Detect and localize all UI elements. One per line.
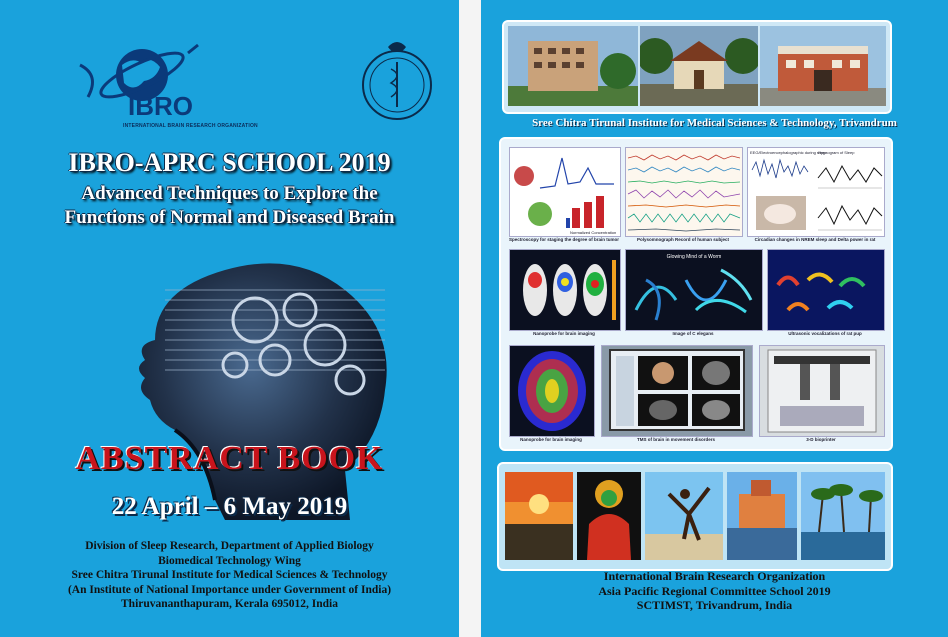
nanoprobe-imaging-panel (509, 249, 621, 331)
spectro-axis-label: Normalized Concentration (570, 230, 617, 235)
worm-title: Glowing Mind of a Worm (666, 254, 722, 260)
kerala-culture-photos (499, 464, 891, 569)
research-caption: Polysomnograph Record of human subject (636, 237, 729, 242)
research-collage (499, 137, 893, 451)
cover-subtitle (0, 182, 459, 230)
heritage-building-photo (640, 26, 758, 106)
footer-line: Asia Pacific Regional Committee School 2019 (598, 583, 831, 598)
subtitle-line-2: Functions of Normal and Diseased Brain (64, 207, 395, 228)
research-caption: Circadian changes in NREM sleep and Delta power in rat (754, 237, 876, 242)
back-cover (481, 0, 948, 637)
school-dates: 22 April – 6 May 2019 (111, 493, 348, 520)
organizer-line: Biomedical Technology Wing (158, 554, 301, 567)
organizer-details (0, 539, 459, 612)
research-caption: Spectroscopy for staging the degree of brain tumor (509, 237, 620, 242)
organizer-line: Sree Chitra Tirunal Institute for Medical Sciences & Technology (71, 569, 388, 581)
research-caption: Ultrasonic vocalizations of rat pup (788, 331, 862, 336)
institute-seal (358, 37, 436, 127)
ultrasonic-panel (767, 249, 885, 331)
c-elegans-panel (625, 249, 763, 331)
subtitle-line-1: Advanced Techniques to Explore the (81, 183, 378, 204)
research-caption: Nanoprobe for brain imaging (533, 331, 595, 336)
ibro-globe-logo (70, 35, 270, 135)
campus-photo-strip (502, 20, 892, 114)
polysomnograph-panel (625, 147, 743, 237)
brain-tractography-panel (509, 345, 595, 437)
kathakali-photo (577, 472, 641, 560)
research-caption: 3-D bioprinter (806, 437, 836, 442)
book-title: ABSTRACT BOOK (75, 440, 384, 477)
organizer-line: (An Institute of National Importance under Government of India) (67, 583, 392, 596)
organizer-line: Division of Sleep Research, Department of Applied Biology (85, 540, 374, 552)
kalaripayattu-photo (645, 472, 723, 560)
research-caption: Image of C elegans (672, 331, 714, 336)
bioprinter-figure (760, 346, 884, 436)
campus-caption: Sree Chitra Tirunal Institute for Medical Sciences & Technology, Trivandrum (532, 117, 897, 129)
polysomnograph-traces (626, 148, 742, 236)
spectroscopy-panel (509, 147, 621, 237)
backwaters-photo (801, 472, 885, 560)
worm-imaging-figure (626, 250, 762, 330)
hypnogram-title: Hypnogram of Sleep (818, 150, 855, 155)
page-gutter (459, 0, 481, 637)
ibro-logo-text: IBRO (128, 91, 193, 121)
mouse-imaging-figure (510, 250, 620, 330)
eeg-title: EEG/Electroencephalographic during sleep (750, 150, 827, 155)
campus-building-photo (508, 26, 638, 106)
circadian-panel (747, 147, 885, 237)
school-title: IBRO-APRC SCHOOL 2019 (68, 148, 391, 177)
brain-head-illustration (95, 250, 435, 520)
front-cover (0, 0, 459, 637)
bioprinter-panel (759, 345, 885, 437)
waterfront-photo (727, 472, 797, 560)
organizer-line: Thiruvananthapuram, Kerala 695012, India (121, 598, 338, 610)
sunset-photo (505, 472, 573, 560)
tms-panel (601, 345, 753, 437)
tms-monitor-figure (602, 346, 752, 436)
footer-line: International Brain Research Organization (603, 569, 826, 583)
brain-scan-figure (510, 346, 594, 436)
ibro-full-name: INTERNATIONAL BRAIN RESEARCH ORGANIZATION (123, 123, 258, 129)
research-caption: Nanoprobe for brain imaging (520, 437, 582, 442)
kerala-photo-strip (497, 462, 893, 571)
footer-line: SCTIMST, Trivandrum, India (636, 598, 793, 612)
circadian-plots (748, 148, 884, 236)
research-caption: TMS of brain in movement disorders (636, 437, 715, 442)
spectrogram-figure (768, 250, 884, 330)
spectroscopy-figure (510, 148, 620, 236)
hospital-building-photo (760, 26, 886, 106)
back-cover-footer (481, 569, 948, 613)
